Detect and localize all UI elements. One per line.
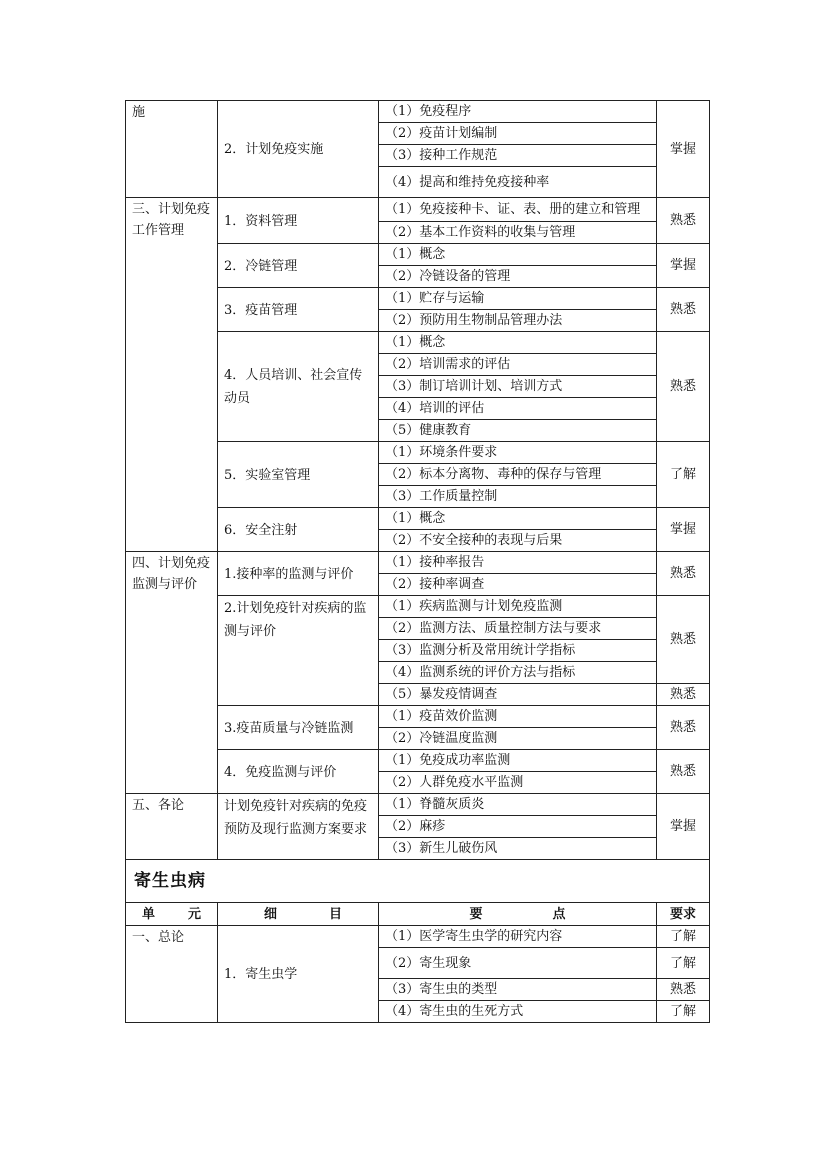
requirement-cell: 熟悉 — [657, 552, 710, 596]
point-cell: （1）接种率报告 — [379, 552, 657, 574]
requirement-cell: 熟悉 — [657, 198, 710, 244]
subitem-cell: 6．安全注射 — [218, 508, 379, 552]
requirement-cell: 掌握 — [657, 794, 710, 860]
point-cell: （2）标本分离物、毒种的保存与管理 — [379, 464, 657, 486]
syllabus-table — [125, 100, 710, 1023]
point-cell: （1）免疫成功率监测 — [379, 750, 657, 772]
point-cell: （4）寄生虫的生死方式 — [379, 1001, 657, 1023]
point-cell: （2）冷链设备的管理 — [379, 266, 657, 288]
point-cell: （4）提高和维持免疫接种率 — [379, 167, 657, 198]
subitem-cell: 2.计划免疫针对疾病的监测与评价 — [218, 596, 379, 706]
unit-cell: 一、总论 — [126, 926, 218, 1023]
requirement-cell: 熟悉 — [657, 288, 710, 332]
subitem-cell: 1.接种率的监测与评价 — [218, 552, 379, 596]
table-row — [126, 101, 710, 123]
subitem-cell: 4．免疫监测与评价 — [218, 750, 379, 794]
subitem-cell: 1．资料管理 — [218, 198, 379, 244]
point-cell: （2）人群免疫水平监测 — [379, 772, 657, 794]
table-row — [126, 794, 710, 816]
subitem-cell: 1．寄生虫学 — [218, 926, 379, 1023]
point-cell: （4）培训的评估 — [379, 398, 657, 420]
point-cell: （4）监测系统的评价方法与指标 — [379, 662, 657, 684]
requirement-cell: 熟悉 — [657, 706, 710, 750]
subitem-cell: 计划免疫针对疾病的免疫预防及现行监测方案要求 — [218, 794, 379, 860]
point-cell: （2）监测方法、质量控制方法与要求 — [379, 618, 657, 640]
requirement-cell: 掌握 — [657, 244, 710, 288]
point-cell: （5）暴发疫情调查 — [379, 684, 657, 706]
subitem-cell: 5．实验室管理 — [218, 442, 379, 508]
requirement-cell: 熟悉 — [657, 684, 710, 706]
requirement-cell: 掌握 — [657, 101, 710, 198]
point-cell: （1）概念 — [379, 244, 657, 266]
subitem-cell: 4．人员培训、社会宣传动员 — [218, 332, 379, 442]
point-cell: （1）医学寄生虫学的研究内容 — [379, 926, 657, 948]
point-cell: （1）免疫程序 — [379, 101, 657, 123]
header-point: 要 点 — [379, 903, 657, 926]
point-cell: （2）接种率调查 — [379, 574, 657, 596]
unit-cell: 三、计划免疫工作管理 — [126, 198, 218, 552]
requirement-cell: 掌握 — [657, 508, 710, 552]
header-requirement: 要求 — [657, 903, 710, 926]
point-cell: （2）不安全接种的表现与后果 — [379, 530, 657, 552]
subitem-cell: 3.疫苗质量与冷链监测 — [218, 706, 379, 750]
requirement-cell: 熟悉 — [657, 332, 710, 442]
header-unit: 单 元 — [126, 903, 218, 926]
subitem-cell: 3．疫苗管理 — [218, 288, 379, 332]
requirement-cell: 了解 — [657, 1001, 710, 1023]
point-cell: （1）免疫接种卡、证、表、册的建立和管理 — [379, 198, 657, 222]
requirement-cell: 了解 — [657, 442, 710, 508]
point-cell: （2）寄生现象 — [379, 948, 657, 979]
point-cell: （1）疾病监测与计划免疫监测 — [379, 596, 657, 618]
point-cell: （2）麻疹 — [379, 816, 657, 838]
point-cell: （3）工作质量控制 — [379, 486, 657, 508]
requirement-cell: 熟悉 — [657, 750, 710, 794]
unit-cell: 施 — [126, 101, 218, 198]
header-subitem: 细 目 — [218, 903, 379, 926]
subitem-cell: 2．冷链管理 — [218, 244, 379, 288]
point-cell: （2）预防用生物制品管理办法 — [379, 310, 657, 332]
point-cell: （2）疫苗计划编制 — [379, 123, 657, 145]
table-row — [126, 198, 710, 222]
point-cell: （1）概念 — [379, 508, 657, 530]
point-cell: （2）培训需求的评估 — [379, 354, 657, 376]
requirement-cell: 熟悉 — [657, 979, 710, 1001]
section-row — [126, 860, 710, 903]
point-cell: （1）贮存与运输 — [379, 288, 657, 310]
point-cell: （1）环境条件要求 — [379, 442, 657, 464]
section-title: 寄生虫病 — [126, 860, 710, 903]
subitem-cell: 2．计划免疫实施 — [218, 101, 379, 198]
point-cell: （5）健康教育 — [379, 420, 657, 442]
point-cell: （1）概念 — [379, 332, 657, 354]
point-cell: （3）新生儿破伤风 — [379, 838, 657, 860]
point-cell: （3）监测分析及常用统计学指标 — [379, 640, 657, 662]
table-header-row — [126, 903, 710, 926]
point-cell: （1）脊髓灰质炎 — [379, 794, 657, 816]
table-row — [126, 926, 710, 948]
point-cell: （3）寄生虫的类型 — [379, 979, 657, 1001]
point-cell: （3）接种工作规范 — [379, 145, 657, 167]
unit-cell: 五、各论 — [126, 794, 218, 860]
syllabus-document — [125, 100, 710, 1023]
requirement-cell: 了解 — [657, 948, 710, 979]
unit-cell: 四、计划免疫监测与评价 — [126, 552, 218, 794]
requirement-cell: 了解 — [657, 926, 710, 948]
point-cell: （1）疫苗效价监测 — [379, 706, 657, 728]
table-row — [126, 552, 710, 574]
point-cell: （3）制订培训计划、培训方式 — [379, 376, 657, 398]
point-cell: （2）基本工作资料的收集与管理 — [379, 222, 657, 244]
requirement-cell: 熟悉 — [657, 596, 710, 684]
point-cell: （2）冷链温度监测 — [379, 728, 657, 750]
